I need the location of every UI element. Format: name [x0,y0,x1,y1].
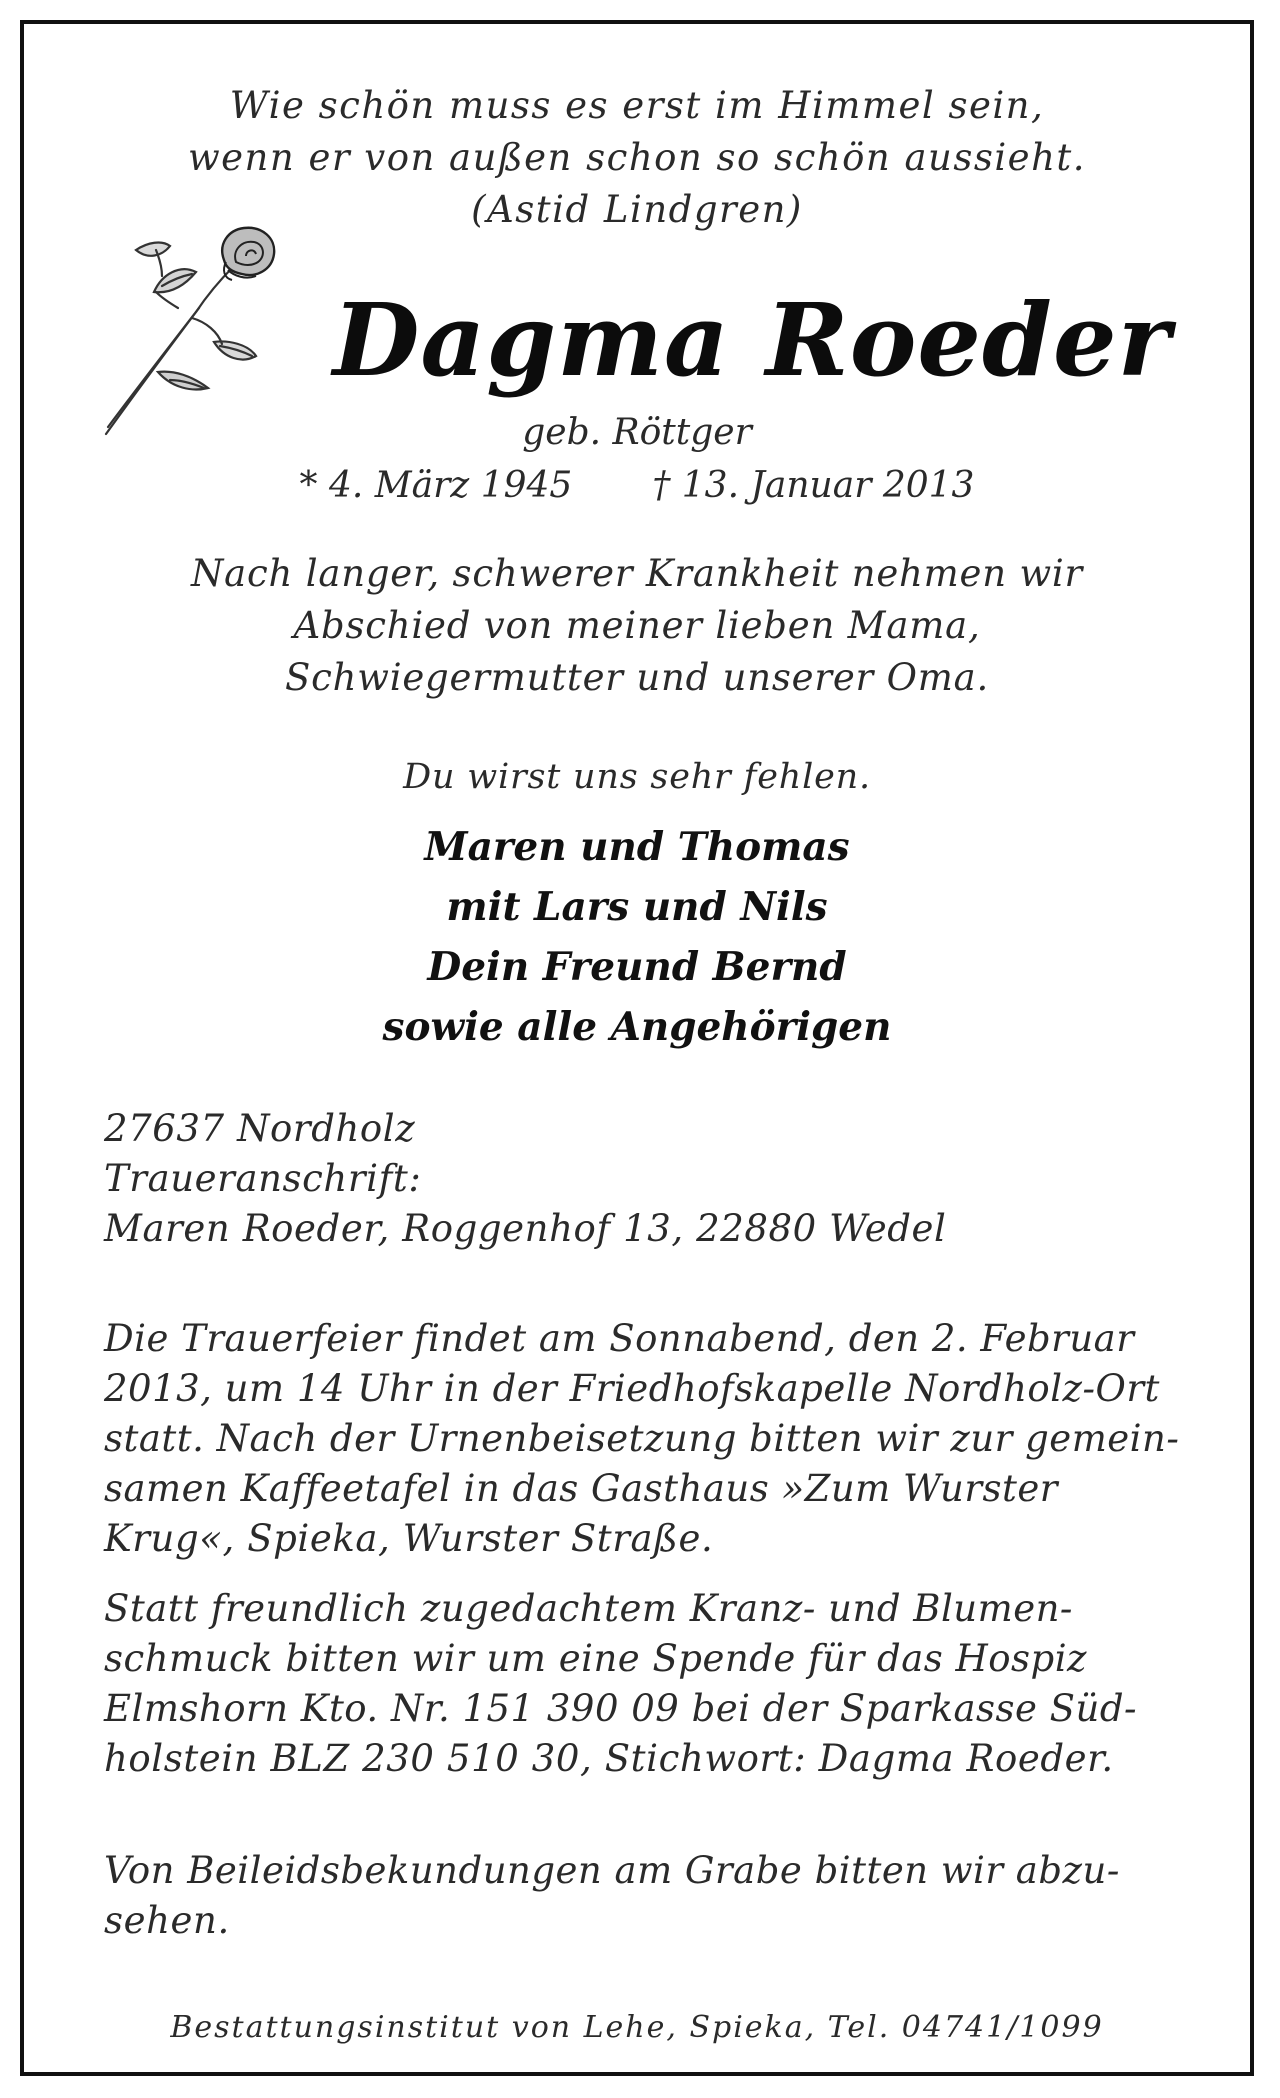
quote-line: Wie schön muss es erst im Himmel sein, [229,84,1045,127]
death-date: † 13. Januar 2013 [652,465,975,506]
ceremony-line: Krug«, Spieka, Wurster Straße. [104,1517,714,1560]
obituary-notice [20,20,1254,2076]
quote-line: wenn er von außen schon so schön aussieht. [187,136,1087,179]
mourner-line: Maren und Thomas [424,824,850,870]
farewell-line: Nach langer, schwerer Krankheit nehmen wir [190,552,1084,595]
mourning-address [104,1104,1204,1254]
address-line: 27637 Nordholz [104,1107,416,1150]
miss-line: Du wirst uns sehr fehlen. [403,757,871,797]
birth-name: geb. Röttger [522,412,752,453]
farewell-text [24,548,1250,704]
farewell-line: Schwiegermutter und unserer Oma. [284,656,990,699]
address-line: Traueranschrift: [104,1157,422,1200]
deceased-name: Dagma Roeder [332,281,1172,399]
address-line: Maren Roeder, Roggenhof 13, 22880 Wedel [104,1207,947,1250]
ceremony-line: Die Trauerfeier findet am Sonnabend, den 2. Februar [104,1317,1135,1360]
ceremony-line: samen Kaffeetafel in das Gasthaus »Zum Wurster [104,1467,1058,1510]
quote-author: (Astid Lindgren) [471,188,803,231]
quote-motto [24,80,1250,236]
condolence-line: sehen. [104,1899,230,1942]
mourner-line: Dein Freund Bernd [427,944,847,990]
farewell-line: Abschied von meiner lieben Mama, [293,604,981,647]
mourners-list [24,817,1250,1057]
donation-line: holstein BLZ 230 510 30, Stichwort: Dagma Roeder. [104,1737,1114,1780]
donation-text [104,1584,1204,1784]
ceremony-line: 2013, um 14 Uhr in der Friedhofskapelle Nordholz-Ort [104,1367,1160,1410]
funeral-ceremony-text [104,1314,1204,1564]
birth-date: * 4. März 1945 [299,465,573,506]
mourner-line: sowie alle Angehörigen [382,1004,892,1050]
condolence-line: Von Beileidsbekundungen am Grabe bitten wir abzu- [104,1849,1120,1892]
donation-line: Statt freundlich zugedachtem Kranz- und Blumen- [104,1587,1073,1630]
mourner-line: mit Lars und Nils [446,884,828,930]
donation-line: schmuck bitten wir um eine Spende für das Hospiz [104,1637,1088,1680]
ceremony-line: statt. Nach der Urnenbeisetzung bitten wir zur gemein- [104,1417,1180,1460]
condolence-text [104,1846,1204,1946]
donation-line: Elmshorn Kto. Nr. 151 390 09 bei der Sparkasse Süd- [104,1687,1138,1730]
funeral-home-footer: Bestattungsinstitut von Lehe, Spieka, Tel. 04741/1099 [170,2010,1104,2045]
life-dates [24,460,1250,512]
